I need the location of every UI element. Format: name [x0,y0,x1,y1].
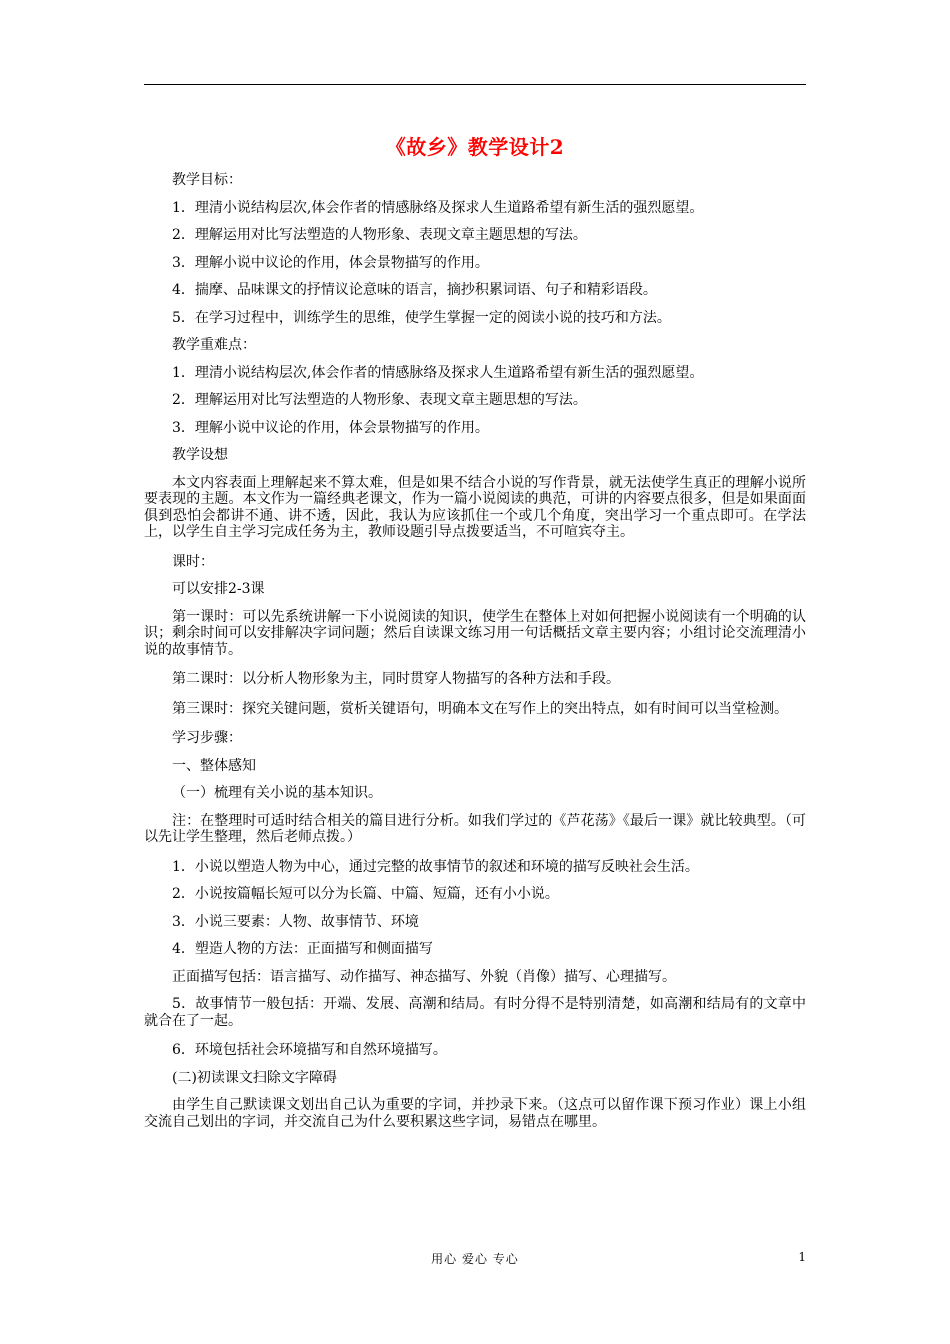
class-hours-text: 可以安排2-3课 [172,581,265,597]
basics-item-4: 4．塑造人物的方法：正面描写和侧面描写 [172,941,433,957]
subsection-heading-first-reading: (二)初读课文扫除文字障碍 [172,1069,337,1086]
document-body [144,172,806,1143]
document-title: 《故乡》教学设计2 [385,135,565,159]
section-heading-goals: 教学目标： [172,172,242,188]
first-reading-paragraph: 由学生自己默读课文划出自己认为重要的字词，并抄录下来。（这点可以留作课下预习作业）课上小组交流自己划出的字词，并交流自己为什么要积累这些字词，易错点在哪里。 [144,1097,806,1130]
basics-item-6: 6．环境包括社会环境描写和自然环境描写。 [172,1042,447,1058]
goal-item-3: 3．理解小说中议论的作用，体会景物描写的作用。 [172,254,489,271]
goal-item-1: 1．理清小说结构层次,体会作者的情感脉络及探求人生道路希望有新生活的强烈愿望。 [172,199,704,216]
header-rule [144,84,806,85]
section-heading-teaching-idea: 教学设想 [172,447,228,463]
basics-item-3: 3．小说三要素：人物、故事情节、环境 [172,913,419,930]
section-heading-learning-steps: 学习步骤： [172,730,242,746]
key-point-item-3: 3．理解小说中议论的作用，体会景物描写的作用。 [172,419,489,436]
key-point-item-2: 2．理解运用对比写法塑造的人物形象、表现文章主题思想的写法。 [172,392,587,408]
footer-motto: 用心 爱心 专心 [431,1252,519,1266]
teaching-idea-paragraph: 本文内容表面上理解起来不算太难，但是如果不结合小说的写作背景，就无法使学生真正的理解小说所要表现的主题。本文作为一篇经典老课文，作为一篇小说阅读的典范，可讲的内容要点很多，但是如果面面俱到恐怕会都讲不通、讲不透，因此，我认为应该抓住一个或几个角度，突出学习一个重点即可。在学法上，以学生自主学习完成任务为主，教师设题引导点拨要适当，不可喧宾夺主。 [144,474,806,540]
goal-item-2: 2．理解运用对比写法塑造的人物形象、表现文章主题思想的写法。 [172,227,587,243]
basics-item-2: 2．小说按篇幅长短可以分为长篇、中篇、短篇，还有小小说。 [172,886,559,902]
basics-item-5: 5．故事情节一般包括：开端、发展、高潮和结局。有时分得不是特别清楚，如高潮和结局有的文章中就合在了一起。 [144,996,806,1029]
basics-item-direct-description: 正面描写包括：语言描写、动作描写、神态描写、外貌（肖像）描写、心理描写。 [172,968,676,985]
goal-item-4: 4．揣摩、品味课文的抒情议论意味的语言，摘抄积累词语、句子和精彩语段。 [172,282,657,298]
goal-item-5: 5．在学习过程中，训练学生的思维，使学生掌握一定的阅读小说的技巧和方法。 [172,309,671,326]
lesson-1-paragraph: 第一课时：可以先系统讲解一下小说阅读的知识，使学生在整体上对如何把握小说阅读有一个明确的认识；剩余时间可以安排解决字词问题；然后自读课文练习用一句话概括文章主要内容；小组讨论交流理清小说的故事情节。 [144,608,806,658]
lesson-3-paragraph: 第三课时：探究关键问题，赏析关键语句，明确本文在写作上的突出特点，如有时间可以当堂检测。 [172,700,788,717]
basics-item-1: 1．小说以塑造人物为中心，通过完整的故事情节的叙述和环境的描写反映社会生活。 [172,858,699,875]
key-point-item-1: 1．理清小说结构层次,体会作者的情感脉络及探求人生道路希望有新生活的强烈愿望。 [172,364,704,381]
subsection-heading-overall: 一、整体感知 [172,757,256,774]
lesson-2-paragraph: 第二课时：以分析人物形象为主，同时贯穿人物描写的各种方法和手段。 [172,671,620,687]
section-heading-key-points: 教学重难点： [172,337,256,353]
subsection-heading-novel-basics: （一）梳理有关小说的基本知识。 [172,785,382,801]
section-heading-class-hours: 课时： [172,553,214,570]
note-paragraph: 注：在整理时可适时结合相关的篇目进行分析。如我们学过的《芦花荡》《最后一课》就比较典型。（可以先让学生整理，然后老师点拨。） [144,812,806,845]
page-number: 1 [798,1250,806,1264]
